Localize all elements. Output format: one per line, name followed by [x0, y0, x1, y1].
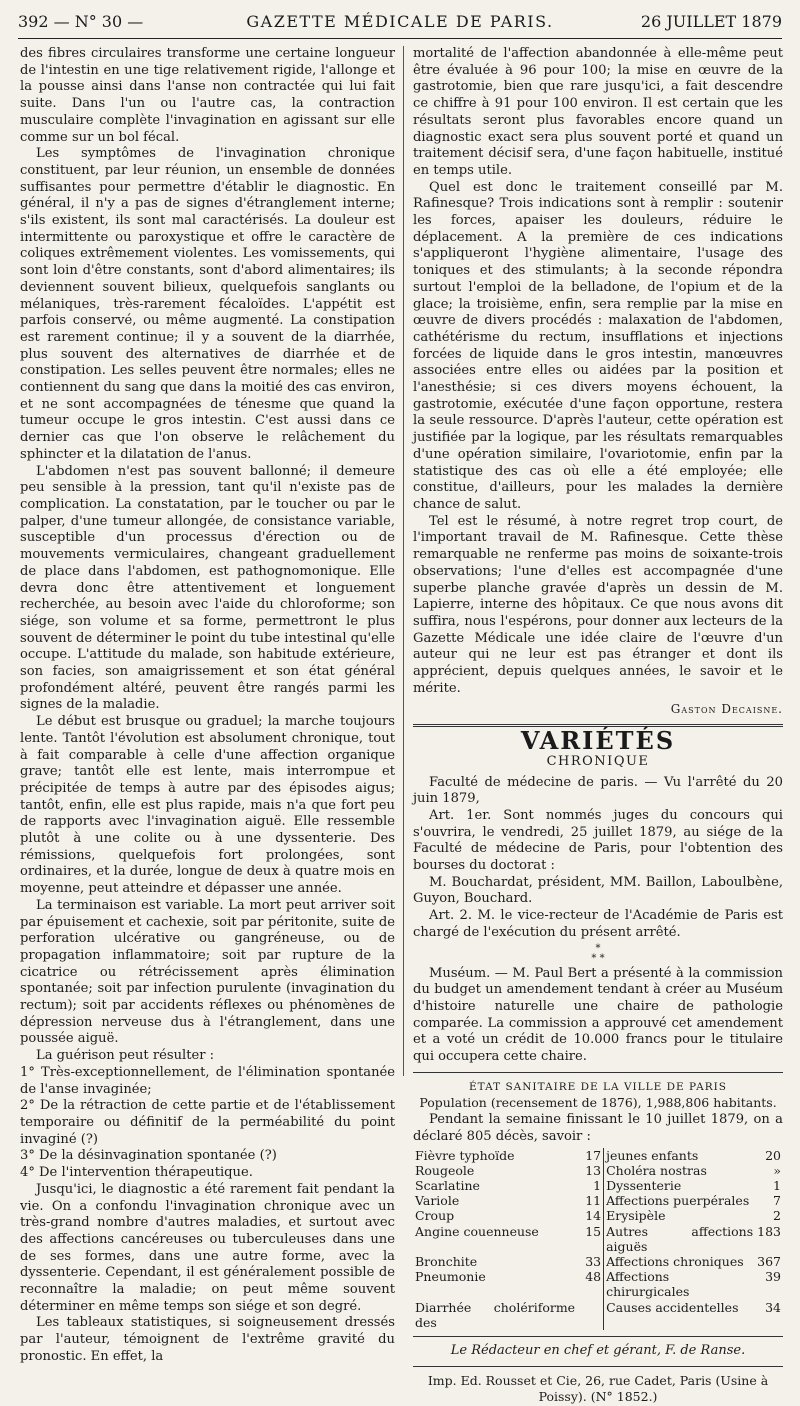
cause-label: Autres affections aiguës — [606, 1223, 754, 1254]
list-item: 2° De la rétraction de cette partie et de l'établissement temporaire ou définitif de la perméabilité du point invaginé (?) — [20, 1098, 395, 1147]
right-column — [413, 46, 783, 1405]
chronique-item: M. Bouchardat, président, MM. Baillon, Laboulbène, Guyon, Bouchard. — [413, 874, 783, 907]
cause-label: Croup — [415, 1208, 455, 1224]
table-row — [413, 1224, 783, 1254]
issue-date: 26 JUILLET 1879 — [640, 12, 782, 31]
paragraph: Quel est donc le traitement conseillé par M. Rafinesque? Trois indications sont à remplir : soutenir les forces, apaiser les douleurs, réduire le déplacement. A la première de ces indications s'appliqueront l'hygiène alimentaire, l'usage des toniques et des stimulants; à la seconde répondra surtout l'emploi de la belladone, de l'opium et de la glace; la troisième, enfin, sera remplie par la mise en œuvre de divers procédés : malaxation de l'abdomen, cathétérisme du rectum, insufflations et injections forcées de liquide dans le gros intestin, manœuvres associées entre elles ou aidées par la position et l'anesthésie; si ces divers moyens échouent, la gastrotomie, exécutée d'une façon opportune, restera la seule ressource. D'après l'auteur, cette opération est justifiée par la logique, par les résultats remarquables d'une opération similaire, l'ovariotomie, enfin par la statistique des cas où elle a été employée; elle constitue, d'ailleurs, pour les malades la dernière chance de salut. — [413, 179, 783, 512]
header-rule — [18, 38, 782, 39]
cause-label: Causes accidentelles — [606, 1299, 739, 1315]
cause-label: Variole — [415, 1193, 460, 1209]
outcome-list — [20, 1065, 395, 1182]
printer-line: Imp. Ed. Rousset et Cie, 26, rue Cadet, Paris (Usine à Poissy). (N° 1852.) — [427, 1372, 769, 1405]
editor-line: Le Rédacteur en chef et gérant, F. de Ranse. — [450, 1343, 746, 1359]
page-header — [18, 6, 782, 32]
paragraph: Jusqu'ici, le diagnostic a été rarement fait pendant la vie. On a confondu l'invagination chronique avec un très-grand nombre d'autres maladies, et surtout avec des affections cancéreuses ou tuberculeuses dans une de ses formes, dans une autre forme, avec la dyssenterie. Cependant, il est généralement possible de reconnaître la maladie; on peut même souvent déterminer en même temps son siége et son degré. — [20, 1181, 395, 1314]
cause-label: Rougeole — [415, 1162, 475, 1178]
cause-label: Choléra nostras — [606, 1162, 707, 1178]
column-divider — [403, 46, 404, 1076]
cause-label: jeunes enfants — [606, 1147, 699, 1163]
chronique-item: Faculté de médecine de paris. — Vu l'arrêté du 20 juin 1879, — [413, 774, 783, 807]
table-row — [413, 1208, 783, 1223]
cause-label: Angine couenneuse — [415, 1223, 539, 1239]
paragraph: La terminaison est variable. La mort peut arriver soit par épuisement et cachexie, soit par péritonite, suite de perforation ulcérative ou gangréneuse, ou de propagation inflammatoire; soit par rupture de la cicatrice ou rétrécissement après élimination spontanée; soit par infection purulente (invagination du rectum); soit par accidents réflexes ou phénomènes de dépression nerveuse dus à l'étranglement, dans une poussée aiguë. — [20, 897, 395, 1047]
population-line: Population (recensement de 1876), 1,988,806 habitants. — [419, 1095, 777, 1111]
left-column — [20, 46, 395, 1364]
table-row — [413, 1254, 783, 1269]
section-rule — [413, 1072, 783, 1073]
etat-sanitaire-title: ÉTAT SANITAIRE DE LA VILLE DE PARIS — [469, 1080, 727, 1093]
cause-label: Diarrhée cholériforme des — [415, 1299, 576, 1330]
paragraph: Les tableaux statistiques, si soigneusement dressés par l'auteur, témoignent de l'extrême gravité du pronostic. En effet, la — [20, 1315, 395, 1364]
cause-count: 1 — [773, 1178, 781, 1193]
cause-label: Dyssenterie — [606, 1178, 682, 1193]
cause-label: Affections puerpérales — [606, 1193, 750, 1209]
table-row — [413, 1163, 783, 1178]
chronique-item: Muséum. — M. Paul Bert a présenté à la commission du budget un amendement tendant à créer au Muséum d'histoire naturelle une chaire de pathologie comparée. La commission a approuvé cet amendement et a voté un crédit de 10.000 francs pour le titulaire qui occupera cette chaire. — [413, 965, 783, 1065]
table-row — [413, 1178, 783, 1193]
section-rule — [413, 1336, 783, 1337]
cause-count — [577, 1300, 604, 1330]
chronique-item: Art. 1er. Sont nommés juges du concours qui s'ouvrira, le vendredi, 25 juillet 1879, au siége de la Faculté de médecine de Paris, pour l'obtention des bourses du doctorat : — [413, 807, 783, 874]
paragraph: L'abdomen n'est pas souvent ballonné; il demeure peu sensible à la pression, tant qu'il n'existe pas de complication. La constatation, par le toucher ou par le palper, d'une tumeur allongée, de consistance variable, susceptible d'un processus d'érection ou de mouvements vermiculaires, changeant graduellement de place dans l'abdomen, est pathognomonique. Elle devra donc être attentivement et longuement recherchée, au besoin avec l'aide du chloroforme; son siége, son volume et sa forme, permettront le plus souvent de déterminer le point du tube intestinal qu'elle occupe. L'attitude du malade, son habitude extérieure, son facies, son amaigrissement et son état général profondément altéré, peuvent être rangés parmi les signes de la maladie. — [20, 463, 395, 713]
asterism-ornament: * * * — [591, 942, 605, 964]
paragraph: mortalité de l'affection abandonnée à elle-même peut être évaluée à 96 pour 100; la mise en œuvre de la gastrotomie, bien que rare jusqu'ici, a fait descendre ce chiffre à 91 pour 100 environ. Il est certain que les résultats seront plus favorables encore quand un diagnostic exact sera plus souvent porté et quand un traitement décisif sera, d'une façon habituelle, institué en temps utile. — [413, 46, 783, 178]
cause-count: 13 — [577, 1163, 604, 1178]
mortality-table — [413, 1148, 783, 1330]
author-signature: Gaston Decaisne. — [670, 702, 783, 717]
cause-count: 48 — [577, 1269, 604, 1299]
cause-count: 2 — [773, 1208, 781, 1224]
cause-count: 17 — [577, 1148, 604, 1163]
list-item: 3° De la désinvagination spontanée (?) — [20, 1148, 277, 1164]
cause-count: 39 — [765, 1269, 781, 1285]
cause-label: Affections chirurgicales — [606, 1269, 690, 1300]
list-item: 4° De l'intervention thérapeutique. — [20, 1165, 253, 1181]
cause-label: Erysipèle — [606, 1208, 666, 1224]
cause-count: 11 — [577, 1193, 604, 1208]
cause-label: Bronchite — [415, 1254, 478, 1270]
journal-title: GAZETTE MÉDICALE DE PARIS. — [246, 12, 554, 31]
paragraph: Tel est le résumé, à notre regret trop court, de l'important travail de M. Rafinesque. Cette thèse remarquable ne renferme pas moins de soixante-trois observations; l'une d'elles est accompagnée d'une superbe planche gravée d'après un dessin de M. Lapierre, interne des hôpitaux. Ce que nous avons dit suffira, nous l'espérons, pour donner aux lecteurs de la Gazette Médicale une idée claire de l'œuvre d'un auteur qui ne leur est pas étranger et dont ils apprécient, depuis quelques années, le savoir et le mérite. — [413, 513, 783, 696]
table-row — [413, 1269, 783, 1299]
cause-count: 14 — [577, 1208, 604, 1223]
cause-count: 7 — [773, 1193, 781, 1209]
cause-count: 183 — [757, 1223, 781, 1239]
deaths-intro: Pendant la semaine finissant le 10 juillet 1879, on a déclaré 805 décès, savoir : — [413, 1112, 783, 1144]
section-title: VARIÉTÉS — [520, 726, 676, 756]
cause-label: Scarlatine — [415, 1178, 480, 1193]
cause-label: Fièvre typhoïde — [415, 1147, 515, 1163]
paragraph: Le début est brusque ou graduel; la marche toujours lente. Tantôt l'évolution est absolument chronique, tout à fait comparable à celle d'une affection organique grave; tantôt elle est lente, mais interrompue et précipitée de temps à autre par des épisodes aigus; tantôt, enfin, elle est plus rapide, mais n'a que fort peu de rapports avec l'invagination aiguë. Elle ressemble plutôt à une colite ou à une dyssenterie. Des rémissions, quelquefois fort prolongées, sont ordinaires, et la durée, longue de deux à quatre mois en moyenne, peut atteindre et dépasser une année. — [20, 714, 395, 897]
table-row — [413, 1148, 783, 1163]
cause-label: Pneumonie — [415, 1269, 486, 1285]
cause-count: 1 — [577, 1178, 604, 1193]
section-rule — [413, 1366, 783, 1367]
table-row — [413, 1193, 783, 1208]
cause-count: 367 — [757, 1254, 781, 1270]
table-row — [413, 1300, 783, 1330]
list-item: 1° Très-exceptionnellement, de l'élimination spontanée de l'anse invaginée; — [20, 1064, 395, 1097]
paragraph: des fibres circulaires transforme une certaine longueur de l'intestin en une tige relativement rigide, l'allonge et la pousse ainsi dans l'anse non contractée qui lui fait suite. Dans l'un ou l'autre cas, la contraction musculaire complète l'invagination en agissant sur elle comme sur un bol fécal. — [20, 46, 395, 145]
paragraph: Les symptômes de l'invagination chronique constituent, par leur réunion, un ensemble de données suffisantes pour permettre d'établir le diagnostic. En général, il n'y a pas de signes d'étranglement interne; s'ils existent, ils sont mal caractérisés. La douleur est intermittente ou paroxystique et offre le caractère de coliques extrêmement violentes. Les vomissements, qui sont loin d'être constants, sont d'abord alimentaires; ils deviennent souvent bilieux, quelquefois sanglants ou mélaniques, très-rarement fécaloïdes. L'appétit est parfois conservé, ou même augmenté. La constipation est rarement continue; il y a souvent de la diarrhée, plus souvent des alternatives de diarrhée et de constipation. Les selles peuvent être normales; elles ne contiennent du sang que dans la moitié des cas environ, et ne sont accompagnées de ténesme que quand la tumeur occupe le gros intestin. C'est aussi dans ce dernier cas que l'on observe le relâchement du sphincter et la dilatation de l'anus. — [20, 146, 395, 462]
paragraph: La guérison peut résulter : — [36, 1048, 215, 1064]
cause-count: » — [773, 1162, 781, 1178]
cause-label: Affections chroniques — [606, 1254, 744, 1270]
cause-count: 33 — [577, 1254, 604, 1269]
chronique-item: Art. 2. M. le vice-recteur de l'Académie de Paris est chargé de l'exécution du présent arrêté. — [413, 908, 783, 940]
cause-count: 34 — [765, 1299, 781, 1315]
cause-count: 15 — [577, 1224, 604, 1254]
section-subtitle: CHRONIQUE — [546, 753, 650, 769]
cause-count: 20 — [765, 1147, 781, 1163]
page-number: 392 — N° 30 — — [18, 12, 144, 31]
